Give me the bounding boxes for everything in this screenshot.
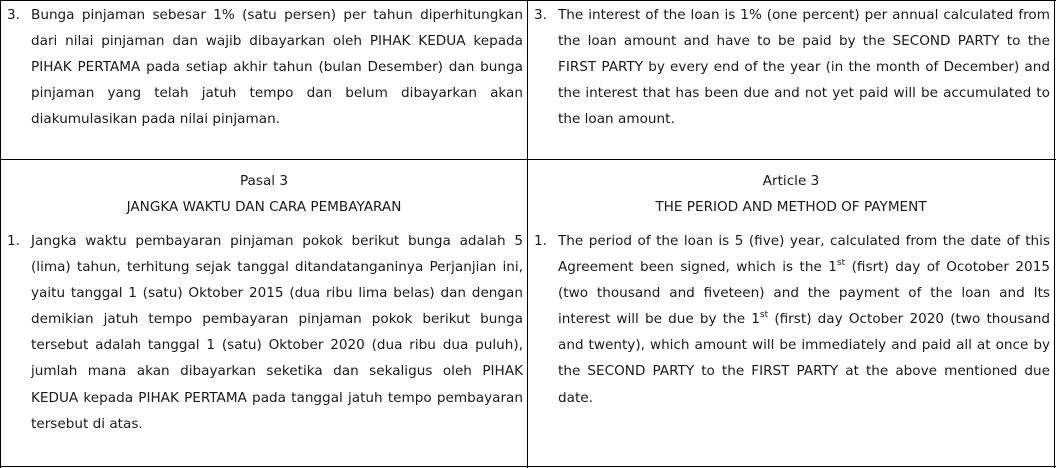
row1-left-cell <box>1 2 527 132</box>
clause-text: Jangka waktu pembayaran pinjaman pokok berikut bunga adalah 5 (lima) tahun, terhitung sejak tanggal ditandatanganinya Perjanjian ini, yaitu tanggal 1 (satu) Oktober 2015 (dua ribu lima belas) dan dengan demikian jatuh tempo pembayaran pinjaman pokok berikut bunga tersebut adalah tanggal 1 (satu) Oktober 2020 (dua ribu dua puluh), jumlah mana akan dibayarkan seketika dan sekaligus oleh PIHAK KEDUA kepada PIHAK PERTAMA pada tanggal jatuh tempo pembayaran tersebut di atas. <box>31 233 523 432</box>
ordinal-superscript: st <box>759 309 769 320</box>
clause-text-part-c: (first) day October 2020 (two thousand and twenty), which amount will be immediately and paid all at once by the SECOND PARTY to the FIRST PARTY at the above mentioned due date. <box>558 311 1050 406</box>
table-border-right <box>1054 0 1055 468</box>
clause-number: 3. <box>534 7 547 23</box>
clause-number: 3. <box>7 7 20 23</box>
clause-number: 1. <box>534 233 547 249</box>
clause-1-indonesian <box>1 228 527 437</box>
clause-3-indonesian <box>1 2 527 132</box>
article-number-indonesian: Pasal 3 <box>239 173 289 189</box>
clause-text-part-a: The period of the loan is 5 (five) year, calculated from the date of this Agreement been signed, which is the 1 <box>558 233 1050 276</box>
row1-right-cell <box>528 2 1054 132</box>
clause-text: The interest of the loan is 1% (one percent) per annual calculated from the loan amount and have to be paid by the SECOND PARTY to the FIRST PARTY by every end of the year (in the month of December) and the interest that has been due and not yet paid will be accumulated to the loan amount. <box>558 7 1050 128</box>
table-border-bottom <box>0 466 1056 467</box>
article-number-english: Article 3 <box>762 173 820 189</box>
ordinal-superscript: st <box>836 257 846 268</box>
row2-left-cell <box>1 168 527 437</box>
clause-number: 1. <box>7 233 20 249</box>
article-title-english: THE PERIOD AND METHOD OF PAYMENT <box>655 199 927 215</box>
clause-3-english <box>528 2 1054 132</box>
clause-text: Bunga pinjaman sebesar 1% (satu persen) per tahun diperhitungkan dari nilai pinjaman dan wajib dibayarkan oleh PIHAK KEDUA kepada PIHAK PERTAMA pada setiap akhir tahun (bulan Desember) dan bunga pinjaman yang telah jatuh tempo dan belum dibayarkan akan diakumulasikan pada nilai pinjaman. <box>31 7 523 128</box>
article-title-indonesian: JANGKA WAKTU DAN CARA PEMBAYARAN <box>126 199 402 215</box>
clause-1-english <box>528 228 1054 411</box>
row2-right-cell <box>528 168 1054 411</box>
row-divider <box>0 159 1056 160</box>
clause-text-part-b: (fisrt) day of Ocotober 2015 (two thousand and fiveteen) and the payment of the loan and Its interest will be due by the 1 <box>558 259 1050 328</box>
clause-text <box>558 228 1054 411</box>
table-border-top <box>0 0 1056 1</box>
